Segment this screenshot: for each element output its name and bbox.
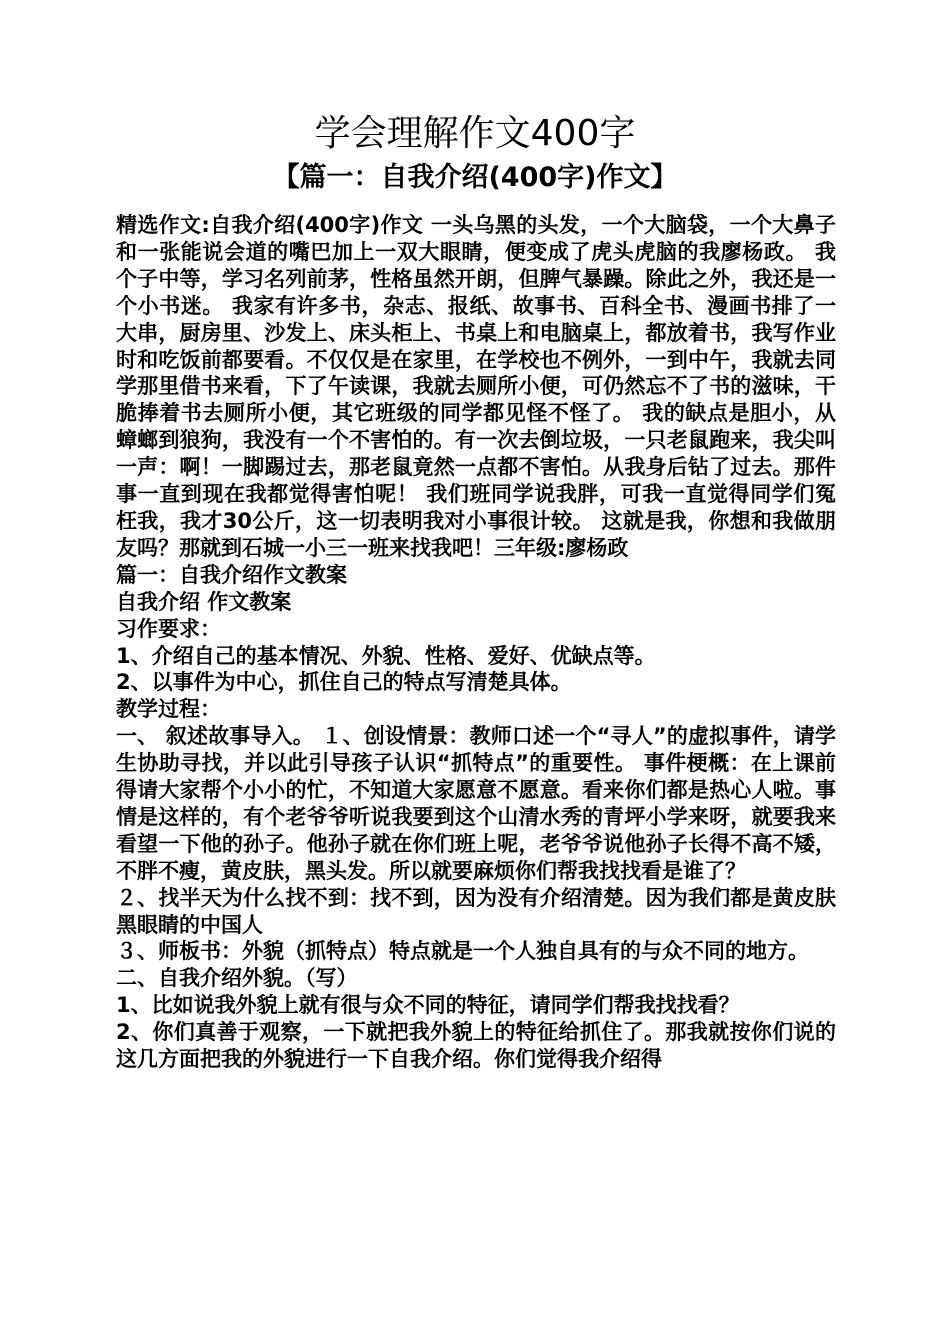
requirement-item: 1、介绍自己的基本情况、外貌、性格、爱好、优缺点等。 <box>116 643 656 668</box>
process-step: ２、找半天为什么找不到：找不到，因为没有介绍清楚。因为我们都是黄皮肤黑眼睛的中国人 <box>116 885 836 937</box>
process-step: 1、比如说我外貌上就有很与众不同的特征，请同学们帮我找找看？ <box>116 993 740 1018</box>
essay-paragraph: 精选作文:自我介绍(400字)作文 一头乌黑的头发，一个大脑袋，一个大鼻子和一张能说会道的嘴巴加上一双大眼睛，便变成了虎头虎脑的我廖杨政。 我个子中等，学习名列前茅，性格虽然开朗，但脾气暴躁。除此之外，我还是一个小书迷。 我家有许多书，杂志、报纸、故事书、百科全书、漫画书排了一大串，厨房里、沙发上、床头柜上、书桌上和电脑桌上，都放着书，我写作业时和吃饭前都要看。不仅仅是在家里，在学校也不例外，一到中午，我就去同学那里借书来看，下了午读课，我就去厕所小便，可仍然忘不了书的滋味，干脆捧着书去厕所小便，其它班级的同学都见怪不怪了。 我的缺点是胆小，从蟑螂到狼狗，我没有一个不害怕的。有一次去倒垃圾，一只老鼠跑来，我尖叫一声：啊！一脚踢过去，那老鼠竟然一点都不害怕。从我身后钻了过去。那件事一直到现在我都觉得害怕呢！ 我们班同学说我胖，可我一直觉得同学们冤枉我，我才30公斤，这一切表明我对小事很计较。 这就是我，你想和我做朋友吗？那就到石城一小三一班来找我吧！三年级:廖杨政 <box>116 213 836 560</box>
requirement-item: 2、以事件为中心，抓住自己的特点写清楚具体。 <box>116 670 572 695</box>
process-step: 2、你们真善于观察，一下就把我外貌上的特征给抓住了。那我就按你们说的这几方面把我的外貌进行一下自我介绍。你们觉得我介绍得 <box>116 1020 836 1072</box>
process-step: ３、师板书：外貌（抓特点）特点就是一个人独自具有的与众不同的地方。 <box>116 939 809 964</box>
document-body <box>116 212 836 1073</box>
process-heading-2: 二、自我介绍外貌。（写） <box>116 966 358 991</box>
lesson-title: 自我介绍 作文教案 <box>116 589 292 614</box>
requirements-heading: 习作要求： <box>116 616 221 641</box>
process-step: 一、 叙述故事导入。 １、创设情景：教师口述一个“寻人”的虚拟事件，请学生协助寻找，并以此引导孩子认识“抓特点”的重要性。 事件梗概：在上课前得请大家帮个小小的忙，不知道大家愿意不愿意。看来你们都是热心人啦。事情是这样的，有个老爷爷听说我要到这个山清水秀的青坪小学来呀，就要我来看望一下他的孙子。他孙子就在你们班上呢，老爷爷说他孙子长得不高不矮，不胖不瘦，黄皮肤，黑头发。所以就要麻烦你们帮我找找看是谁了？ <box>116 724 836 883</box>
document-subtitle: 【篇一：自我介绍(400字)作文】 <box>272 162 678 193</box>
process-heading: 教学过程： <box>116 697 221 722</box>
section-heading: 篇一：自我介绍作文教案 <box>116 562 347 587</box>
document-title: 学会理解作文400字 <box>314 113 636 154</box>
